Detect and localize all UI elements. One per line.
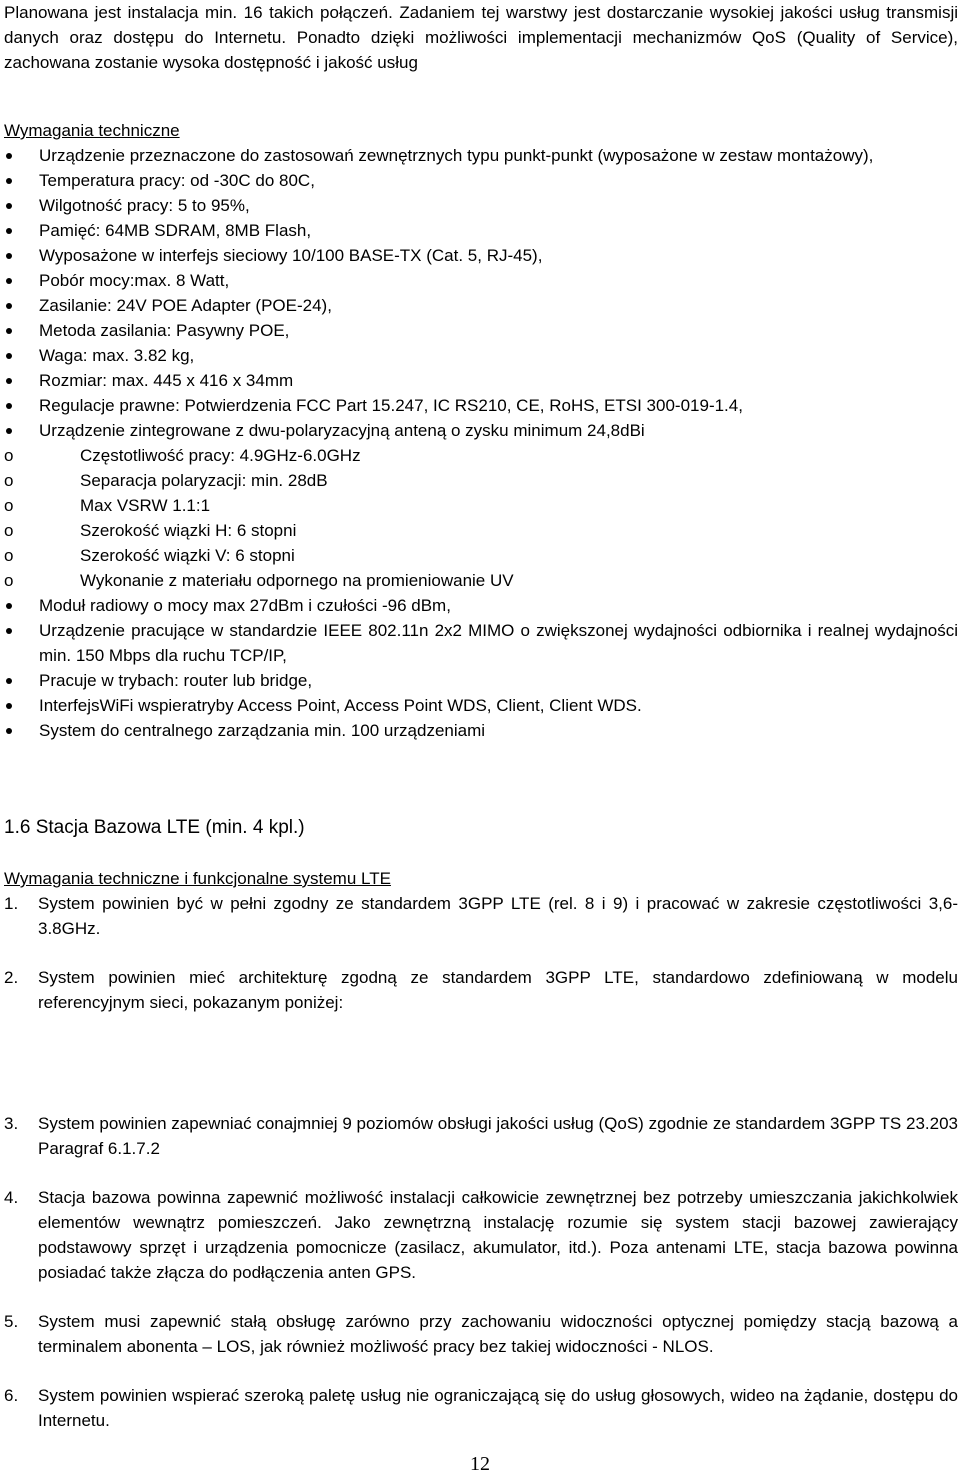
item-text: System powinien zapewniać conajmniej 9 poziomów obsługi jakości usług (QoS) zgodnie ze standardem 3GPP TS 23.203 Paragraf 6.1.7.2 — [38, 1114, 958, 1158]
list-item: Waga: max. 3.82 kg, — [39, 346, 195, 365]
numbered-item — [4, 1383, 958, 1433]
item-text: System powinien mieć architekturę zgodną ze standardem 3GPP LTE, standardowo zdefiniowaną w modelu referencyjnym sieci, pokazanym poniżej: — [38, 968, 958, 1012]
sub-bullet-marker: o — [4, 496, 14, 515]
requirements-heading: Wymagania techniczne — [4, 121, 180, 140]
item-number: 6. — [4, 1386, 19, 1405]
list-item: Pracuje w trybach: router lub bridge, — [39, 671, 313, 690]
list-item: Urządzenie przeznaczone do zastosowań zewnętrznych typu punkt-punkt (wyposażone w zestaw montażowy), — [39, 146, 874, 165]
lte-requirements — [4, 866, 958, 1433]
item-number: 4. — [4, 1188, 19, 1207]
lte-subheading: Wymagania techniczne i funkcjonalne systemu LTE — [4, 869, 391, 888]
item-text: System powinien być w pełni zgodny ze standardem 3GPP LTE (rel. 8 i 9) i pracować w zakresie częstotliwości 3,6-3.8GHz. — [38, 894, 958, 938]
item-text: Stacja bazowa powinna zapewnić możliwość instalacji całkowicie zewnętrznej bez potrzeby umieszczania jakichkolwiek elementów wewnątrz pomieszczeń. Jako zewnętrzną instalację rozumie się system stacji bazowej zawierający podstawowy sprzęt i urządzenia pomocnicze (zasilacz, akumulator, itd.). Poza antenami LTE, stacja bazowa powinna posiadać także złącza do podłączenia anten GPS. — [38, 1188, 958, 1282]
page-number: 12 — [470, 1453, 490, 1475]
item-number: 2. — [4, 968, 19, 987]
section-title: 1.6 Stacja Bazowa LTE (min. 4 kpl.) — [4, 817, 305, 838]
item-text: System musi zapewnić stałą obsługę zarówno przy zachowaniu widoczności optycznej pomiędzy stacją bazową a terminalem abonenta – LOS, jak również możliwość pracy bez takiej widoczności - NLOS. — [38, 1312, 958, 1356]
lte-numbered-list — [4, 891, 958, 1433]
sub-bullet-marker: o — [4, 521, 14, 540]
list-item: Urządzenie zintegrowane z dwu-polaryzacyjną anteną o zysku minimum 24,8dBi — [39, 421, 645, 440]
list-item: Regulacje prawne: Potwierdzenia FCC Part 15.247, IC RS210, CE, RoHS, ETSI 300-019-1.4, — [39, 396, 743, 415]
sub-bullet-marker: o — [4, 546, 14, 565]
list-item: Wilgotność pracy: 5 to 95%, — [39, 196, 250, 215]
numbered-item — [4, 1309, 958, 1359]
list-item: Metoda zasilania: Pasywny POE, — [39, 321, 290, 340]
intro-paragraph — [4, 0, 958, 75]
sub-list-item: o Separacja polaryzacji: min. 28dB — [4, 468, 958, 493]
intro-text: Planowana jest instalacja min. 16 takich połączeń. Zadaniem tej warstwy jest dostarczanie wysokiej jakości usług transmisji danych oraz dostępu do Internetu. Ponadto dzięki możliwości implementacji mechanizmów QoS (Quality of Service), zachowana zostanie wysoka dostępność i jakość usług — [4, 3, 958, 72]
sub-list-item: o Max VSRW 1.1:1 — [4, 493, 958, 518]
item-number: 3. — [4, 1114, 19, 1133]
sub-list-item: o Wykonanie z materiału odpornego na promieniowanie UV — [4, 568, 958, 593]
section-1-6 — [4, 815, 958, 840]
list-item: Temperatura pracy: od -30C do 80C, — [39, 171, 315, 190]
numbered-item — [4, 965, 958, 1015]
sub-list — [4, 443, 958, 593]
sub-bullet-marker: o — [4, 446, 14, 465]
sub-list-item: o Szerokość wiązki H: 6 stopni — [4, 518, 958, 543]
item-text: System powinien wspierać szeroką paletę usług nie ograniczającą się do usług głosowych, wideo na żądanie, dostępu do Internetu. — [38, 1386, 958, 1430]
list-item: Moduł radiowy o mocy max 27dBm i czułości -96 dBm, — [39, 596, 451, 615]
item-number: 5. — [4, 1312, 19, 1331]
list-item: Pobór mocy:max. 8 Watt, — [39, 271, 230, 290]
item-number: 1. — [4, 894, 19, 913]
list-item: Zasilanie: 24V POE Adapter (POE-24), — [39, 296, 332, 315]
list-item: InterfejsWiFi wspieratryby Access Point, Access Point WDS, Client, Client WDS. — [39, 696, 642, 715]
list-item: Rozmiar: max. 445 x 416 x 34mm — [39, 371, 294, 390]
requirements-block — [4, 118, 958, 743]
list-item: Wyposażone w interfejs sieciowy 10/100 BASE-TX (Cat. 5, RJ-45), — [39, 246, 543, 265]
sub-list-item: o Częstotliwość pracy: 4.9GHz-6.0GHz — [4, 443, 958, 468]
numbered-item — [4, 1185, 958, 1285]
requirements-list-2 — [4, 593, 958, 743]
list-item: Pamięć: 64MB SDRAM, 8MB Flash, — [39, 221, 312, 240]
requirements-list — [4, 143, 958, 443]
numbered-item — [4, 891, 958, 941]
numbered-item — [4, 1111, 958, 1161]
sub-bullet-marker: o — [4, 571, 14, 590]
list-item: Urządzenie pracujące w standardzie IEEE 802.11n 2x2 MIMO o zwiększonej wydajności odbiornika i realnej wydajności min. 150 Mbps dla ruchu TCP/IP, — [39, 621, 958, 665]
sub-list-item: o Szerokość wiązki V: 6 stopni — [4, 543, 958, 568]
list-item: System do centralnego zarządzania min. 100 urządzeniami — [39, 721, 486, 740]
sub-bullet-marker: o — [4, 471, 14, 490]
